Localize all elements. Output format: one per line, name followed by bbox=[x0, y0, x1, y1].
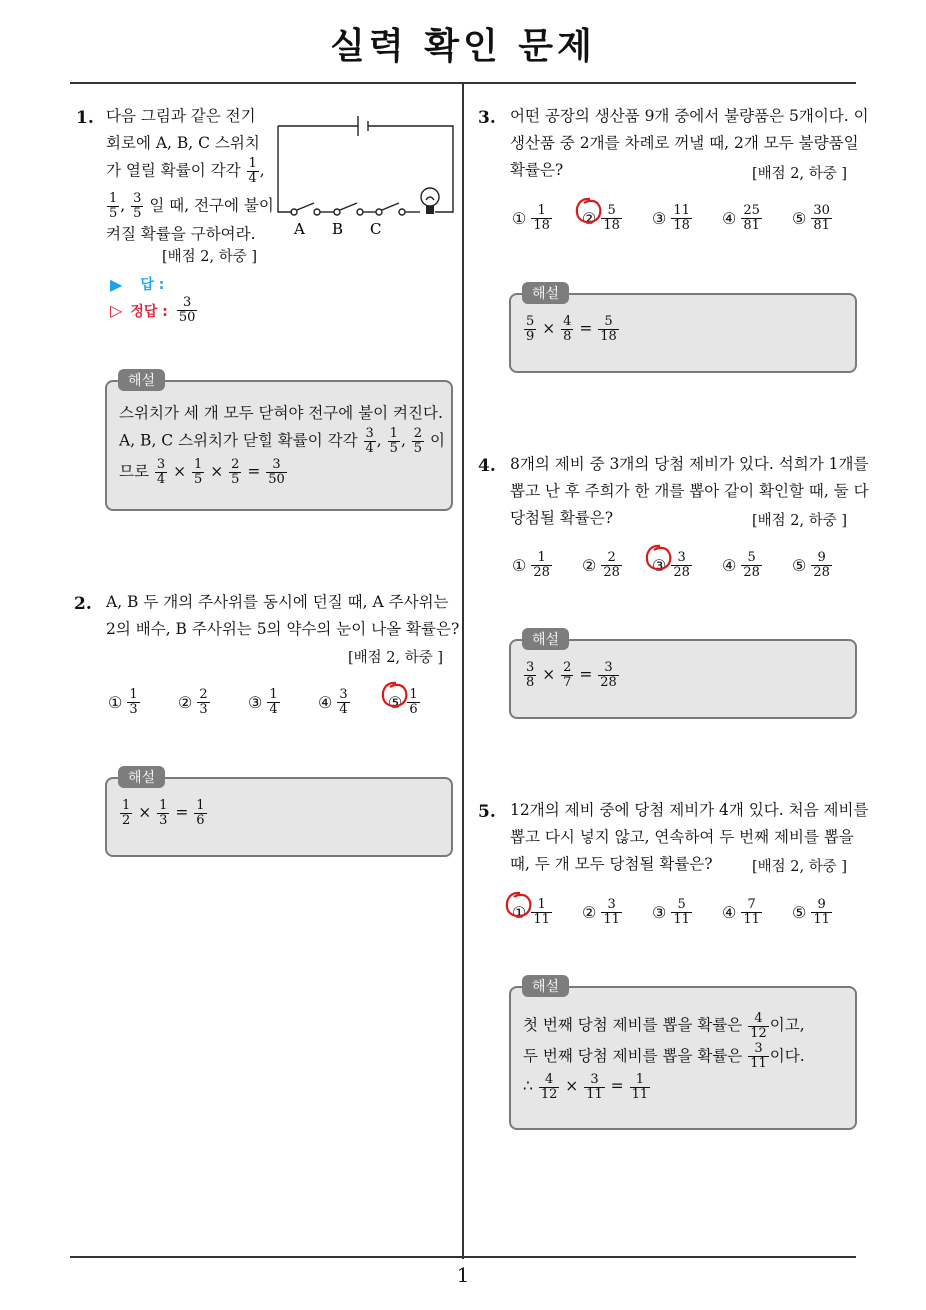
switch-a-label: A bbox=[294, 220, 305, 238]
choice-fraction: $\frac{3}{28}$ bbox=[673, 550, 690, 580]
fraction: $\frac{2}{5}$ bbox=[413, 426, 423, 456]
choice-fraction: $\frac{1}{18}$ bbox=[533, 203, 550, 233]
q5-line: 12개의 제비 중에 당첨 제비가 4개 있다. 처음 제비를 bbox=[510, 801, 869, 819]
choice-option[interactable] bbox=[582, 551, 652, 580]
fraction: $\frac{4}{12}$ bbox=[750, 1010, 767, 1041]
q4-choices bbox=[512, 551, 862, 580]
q3-line: 생산품 중 2개를 차례로 꺼낼 때, 2개 모두 불량품일 bbox=[510, 134, 859, 152]
q2-explanation-box: $\frac{1}{2}$ × $\frac{1}{3}$ = $\frac{1}{6}$ bbox=[105, 777, 453, 857]
choice-fraction: $\frac{11}{18}$ bbox=[673, 203, 690, 233]
choice-option[interactable] bbox=[722, 204, 792, 233]
fraction: $\frac{4}{12}$ bbox=[540, 1071, 558, 1102]
choice-option[interactable] bbox=[792, 551, 862, 580]
choice-fraction: $\frac{25}{81}$ bbox=[743, 203, 760, 233]
fraction: $\frac{3}{4}$ bbox=[365, 426, 374, 456]
q5-score: [배점 2, 하중 ] bbox=[752, 859, 848, 875]
explanation-tag: 해설 bbox=[118, 369, 165, 391]
exp-line: A, B, C 스위치가 닫힐 확률이 각각 $\frac{3}{4}$ , $\frac{1}{5}$ , $\frac{2}{5}$ 이 bbox=[119, 426, 445, 456]
switch-c-label: C bbox=[370, 220, 382, 238]
choice-fraction: $\frac{9}{28}$ bbox=[813, 550, 830, 580]
q3-line: 확률은? bbox=[510, 161, 564, 179]
choice-fraction: $\frac{3}{11}$ bbox=[603, 897, 620, 927]
choice-option[interactable] bbox=[582, 898, 652, 927]
fraction: $\frac{2}{7}$ bbox=[563, 660, 572, 690]
fraction: $\frac{4}{8}$ bbox=[563, 314, 572, 344]
q2-line: A, B 두 개의 주사위를 동시에 던질 때, A 주사위는 bbox=[106, 593, 449, 611]
q4-explanation-box: $\frac{3}{8}$ × $\frac{2}{7}$ = $\frac{3}{28}$ bbox=[509, 639, 857, 719]
choice-fraction: $\frac{5}{11}$ bbox=[673, 897, 690, 927]
choice-number: ⑤ bbox=[792, 903, 807, 922]
choice-number: ③ bbox=[652, 903, 667, 922]
choice-option[interactable] bbox=[792, 898, 862, 927]
choice-option[interactable] bbox=[512, 204, 582, 233]
choice-number: ⑤ bbox=[792, 556, 807, 575]
exp-line: 스위치가 세 개 모두 닫혀야 전구에 불이 켜진다. bbox=[119, 404, 443, 422]
fraction: $\frac{2}{5}$ bbox=[231, 457, 240, 487]
question-2-number: 2. bbox=[74, 594, 92, 614]
footer-rule bbox=[70, 1256, 856, 1258]
correct-answer-fraction: $\frac{3}{50}$ bbox=[178, 295, 196, 325]
fraction: $\frac{3}{11}$ bbox=[750, 1041, 767, 1071]
question-4-number: 4. bbox=[478, 456, 496, 476]
exp-line: 두 번째 당첨 제비를 뽑을 확률은 $\frac{3}{11}$ 이다. bbox=[523, 1041, 805, 1071]
answer-mark-icon bbox=[380, 680, 410, 710]
choice-number: ④ bbox=[722, 903, 737, 922]
q5-choices bbox=[512, 898, 862, 927]
choice-number: ① bbox=[512, 556, 527, 575]
q3-score: [배점 2, 하중 ] bbox=[752, 166, 848, 182]
fraction: $\frac{1}{2}$ bbox=[122, 798, 131, 828]
choice-option[interactable] bbox=[722, 551, 792, 580]
q3-explanation-box: $\frac{5}{9}$ × $\frac{4}{8}$ = $\frac{5}{18}$ bbox=[509, 293, 857, 373]
q1-line: $\frac{1}{5}$ , $\frac{3}{5}$ 일 때, 전구에 불이 bbox=[109, 191, 274, 221]
choice-number: ② bbox=[178, 693, 193, 712]
question-1-number: 1. bbox=[76, 108, 94, 128]
choice-number: ⑤ bbox=[388, 693, 403, 712]
choice-fraction: $\frac{3}{4}$ bbox=[339, 687, 348, 717]
fraction: $\frac{1}{4}$ bbox=[248, 156, 257, 186]
correct-label: 정답 : bbox=[130, 303, 168, 320]
fraction: $\frac{1}{5}$ bbox=[109, 191, 118, 221]
q2-choices bbox=[108, 688, 458, 717]
fraction: $\frac{3}{50}$ bbox=[268, 457, 285, 487]
choice-fraction: $\frac{30}{81}$ bbox=[813, 203, 830, 233]
correct-answer-row bbox=[110, 296, 198, 325]
choice-fraction: $\frac{1}{6}$ bbox=[409, 687, 418, 717]
page-title: 실력 확인 문제 bbox=[330, 26, 596, 67]
choice-fraction: $\frac{2}{3}$ bbox=[199, 687, 208, 717]
q5-line: 뽑고 다시 넣지 않고, 연속하여 두 번째 제비를 뽑을 bbox=[510, 828, 854, 846]
fraction: $\frac{5}{9}$ bbox=[526, 314, 535, 344]
choice-number: ③ bbox=[652, 556, 667, 575]
page-number: 1 bbox=[456, 1263, 470, 1287]
choice-option[interactable] bbox=[318, 688, 388, 717]
choice-fraction: $\frac{1}{4}$ bbox=[269, 687, 278, 717]
explanation-tag: 해설 bbox=[118, 766, 165, 788]
choice-number: ⑤ bbox=[792, 209, 807, 228]
choice-number: ③ bbox=[652, 209, 667, 228]
fraction: $\frac{1}{5}$ bbox=[389, 426, 398, 456]
bulb-base bbox=[426, 206, 434, 214]
choice-number: ③ bbox=[248, 693, 263, 712]
fraction: $\frac{3}{4}$ bbox=[156, 457, 166, 487]
choice-number: ④ bbox=[318, 693, 333, 712]
fraction: $\frac{1}{11}$ bbox=[631, 1071, 649, 1102]
choice-option[interactable] bbox=[792, 204, 862, 233]
choice-fraction: $\frac{1}{3}$ bbox=[129, 687, 138, 717]
choice-option[interactable] bbox=[108, 688, 178, 717]
answer-mark-icon bbox=[644, 543, 674, 573]
q3-choices bbox=[512, 204, 862, 233]
explanation-tag: 해설 bbox=[522, 628, 569, 650]
choice-number: ② bbox=[582, 209, 597, 228]
choice-option[interactable] bbox=[178, 688, 248, 717]
fraction: $\frac{3}{8}$ bbox=[526, 660, 535, 690]
choice-number: ④ bbox=[722, 556, 737, 575]
choice-fraction: $\frac{5}{28}$ bbox=[743, 550, 760, 580]
exp-line: ∴ $\frac{4}{12}$ × $\frac{3}{11}$ = $\frac{1}{11}$ bbox=[523, 1071, 649, 1102]
choice-fraction: $\frac{7}{11}$ bbox=[743, 897, 760, 927]
fraction: $\frac{3}{11}$ bbox=[586, 1071, 603, 1102]
question-5-number: 5. bbox=[478, 802, 496, 822]
q1-score: [배점 2, 하중 ] bbox=[162, 249, 258, 265]
q5-explanation-box bbox=[509, 986, 857, 1130]
fraction: $\frac{1}{3}$ bbox=[159, 798, 168, 828]
explanation-tag: 해설 bbox=[522, 975, 569, 997]
choice-option[interactable] bbox=[652, 204, 722, 233]
q4-line: 뽑고 난 후 주희가 한 개를 뽑아 같이 확인할 때, 둘 다 bbox=[510, 482, 869, 500]
fraction: $\frac{3}{28}$ bbox=[600, 660, 617, 690]
q1-explanation-box bbox=[105, 380, 453, 511]
exp-line: 첫 번째 당첨 제비를 뽑을 확률은 $\frac{4}{12}$ 이고, bbox=[523, 1010, 805, 1041]
choice-fraction: $\frac{1}{28}$ bbox=[533, 550, 550, 580]
q1-line: 켜질 확률을 구하여라. bbox=[106, 225, 256, 243]
answer-mark-icon bbox=[574, 196, 604, 226]
choice-option[interactable] bbox=[248, 688, 318, 717]
fraction: $\frac{1}{5}$ bbox=[194, 457, 203, 487]
choice-option[interactable] bbox=[652, 551, 722, 580]
choice-number: ④ bbox=[722, 209, 737, 228]
fraction: $\frac{1}{6}$ bbox=[196, 798, 205, 828]
choice-option[interactable] bbox=[582, 204, 652, 233]
exp-line: 므로 $\frac{3}{4}$ × $\frac{1}{5}$ × $\frac{2}{5}$ = $\frac{3}{50}$ bbox=[119, 457, 285, 487]
choice-option[interactable] bbox=[722, 898, 792, 927]
choice-number: ② bbox=[582, 903, 597, 922]
fraction: $\frac{5}{18}$ bbox=[600, 314, 617, 344]
answer-row bbox=[110, 274, 164, 294]
q5-line: 때, 두 개 모두 당첨될 확률은? bbox=[510, 855, 713, 873]
choice-fraction: $\frac{2}{28}$ bbox=[603, 550, 620, 580]
switch-b-label: B bbox=[332, 220, 344, 238]
outline-arrow-icon: ▷ bbox=[110, 301, 123, 320]
q1-line: 가 열릴 확률이 각각 $\frac{1}{4}$ , bbox=[106, 156, 265, 186]
answer-mark-icon bbox=[504, 890, 534, 920]
choice-option[interactable] bbox=[652, 898, 722, 927]
choice-number: ① bbox=[108, 693, 123, 712]
choice-fraction: $\frac{5}{18}$ bbox=[603, 203, 620, 233]
play-arrow-icon: ▶ bbox=[110, 274, 123, 294]
column-divider bbox=[462, 84, 464, 1259]
q1-line: 다음 그림과 같은 전기 bbox=[106, 107, 256, 125]
choice-number: ① bbox=[512, 209, 527, 228]
q4-line: 당첨될 확률은? bbox=[510, 509, 614, 527]
answer-label: 답 : bbox=[140, 277, 165, 293]
q2-score: [배점 2, 하중 ] bbox=[348, 650, 444, 666]
fraction: $\frac{3}{5}$ bbox=[133, 191, 142, 221]
q1-line: 회로에 A, B, C 스위치 bbox=[106, 134, 260, 152]
question-3-number: 3. bbox=[478, 108, 496, 128]
question-2-text bbox=[106, 589, 460, 643]
question-1-text bbox=[106, 103, 274, 248]
q4-line: 8개의 제비 중 3개의 당첨 제비가 있다. 석희가 1개를 bbox=[510, 455, 869, 473]
q2-line: 2의 배수, B 주사위는 5의 약수의 눈이 나올 확률은? bbox=[106, 620, 460, 638]
choice-number: ① bbox=[512, 903, 527, 922]
choice-number: ② bbox=[582, 556, 597, 575]
choice-option[interactable] bbox=[388, 688, 458, 717]
circuit-diagram bbox=[270, 110, 460, 240]
explanation-tag: 해설 bbox=[522, 282, 569, 304]
choice-option[interactable] bbox=[512, 898, 582, 927]
q4-score: [배점 2, 하중 ] bbox=[752, 513, 848, 529]
choice-fraction: $\frac{9}{11}$ bbox=[813, 897, 830, 927]
choice-option[interactable] bbox=[512, 551, 582, 580]
choice-fraction: $\frac{1}{11}$ bbox=[533, 897, 550, 927]
q3-line: 어떤 공장의 생산품 9개 중에서 불량품은 5개이다. 이 bbox=[510, 107, 869, 125]
